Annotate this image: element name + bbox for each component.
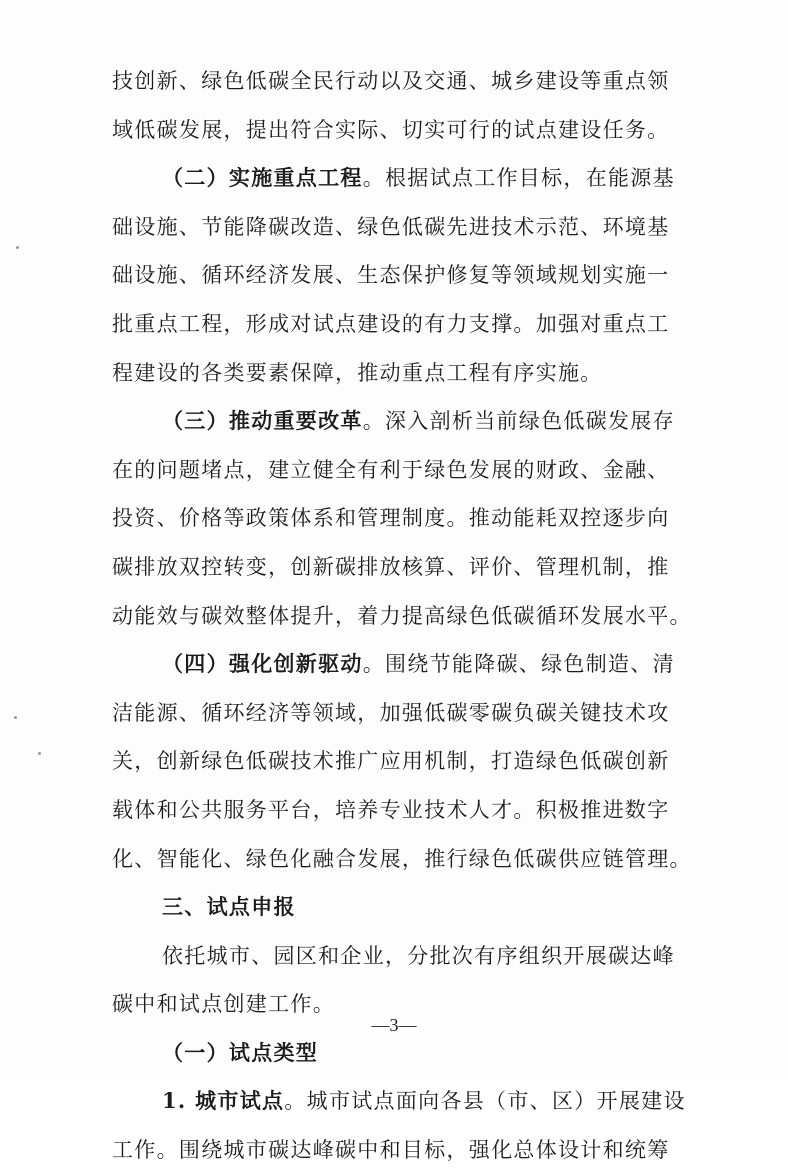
subsection-heading: （二）实施重点工程 bbox=[162, 166, 363, 191]
body-text: 动能效与碳效整体提升，着力提高绿色低碳循环发展水平。 bbox=[112, 603, 692, 628]
body-text: 础设施、节能降碳改造、绿色低碳先进技术示范、环境基 bbox=[112, 214, 670, 239]
body-text: 。城市试点面向各县（市、区）开展建设 bbox=[284, 1089, 686, 1114]
body-text: 碳中和试点创建工作。 bbox=[112, 992, 335, 1017]
text-line bbox=[112, 1077, 702, 1126]
body-text: 在的问题堵点，建立健全有利于绿色发展的财政、金融、 bbox=[112, 457, 670, 482]
text-line bbox=[112, 592, 702, 641]
text-line bbox=[112, 446, 702, 495]
text-line bbox=[112, 154, 702, 203]
body-text: 技创新、绿色低碳全民行动以及交通、城乡建设等重点领 bbox=[112, 69, 670, 93]
subsection-heading: （四）强化创新驱动 bbox=[162, 652, 363, 677]
text-line bbox=[112, 349, 702, 398]
subsection-heading: 1. 城市试点 bbox=[162, 1088, 285, 1114]
body-text: 洁能源、循环经济等领域，加强低碳零碳负碳关键技术攻 bbox=[112, 700, 670, 725]
text-line bbox=[112, 1029, 702, 1078]
text-line bbox=[112, 689, 702, 738]
subsection-heading: （三）推动重要改革 bbox=[162, 409, 363, 434]
section-heading: 三、试点申报 bbox=[162, 895, 296, 920]
page-number: —3— bbox=[371, 1015, 417, 1035]
body-text: 批重点工程，形成对试点建设的有力支撑。加强对重点工 bbox=[112, 311, 670, 336]
body-text: 投资、价格等政策体系和管理制度。推动能耗双控逐步向 bbox=[112, 506, 670, 531]
text-line bbox=[112, 397, 702, 446]
body-text: 工作。围绕城市碳达峰碳中和目标，强化总体设计和统筹 bbox=[112, 1138, 670, 1163]
body-text: 载体和公共服务平台，培养专业技术人才。积极推进数字 bbox=[112, 797, 670, 822]
subsection-heading: （一）试点类型 bbox=[162, 1040, 319, 1065]
text-line bbox=[112, 57, 702, 106]
body-text: 础设施、循环经济发展、生态保护修复等领域规划实施一 bbox=[112, 263, 670, 288]
text-line bbox=[112, 251, 702, 300]
body-text: 域低碳发展，提出符合实际、切实可行的试点建设任务。 bbox=[112, 117, 670, 142]
body-text: 程建设的各类要素保障，推动重点工程有序实施。 bbox=[112, 360, 603, 385]
text-line bbox=[112, 737, 702, 786]
text-line bbox=[112, 883, 702, 932]
body-text: 碳排放双控转变，创新碳排放核算、评价、管理机制，推 bbox=[112, 554, 670, 579]
body-text: 。围绕节能降碳、绿色制造、清 bbox=[362, 652, 675, 677]
text-line bbox=[112, 1126, 702, 1175]
text-line bbox=[112, 494, 702, 543]
text-line bbox=[112, 640, 702, 689]
text-line bbox=[112, 786, 702, 835]
body-text: 。深入剖析当前绿色低碳发展存 bbox=[362, 409, 675, 434]
text-line bbox=[112, 203, 702, 252]
text-line bbox=[112, 300, 702, 349]
text-line bbox=[112, 932, 702, 981]
text-line bbox=[112, 543, 702, 592]
scan-speck bbox=[16, 246, 19, 249]
scan-speck bbox=[38, 752, 41, 755]
body-text: 化、智能化、绿色化融合发展，推行绿色低碳供应链管理。 bbox=[112, 846, 692, 871]
document-body bbox=[112, 57, 702, 1175]
body-text: 。根据试点工作目标，在能源基 bbox=[362, 166, 675, 191]
body-text: 关，创新绿色低碳技术推广应用机制，打造绿色低碳创新 bbox=[112, 749, 670, 774]
body-text: 依托城市、园区和企业，分批次有序组织开展碳达峰 bbox=[162, 943, 675, 968]
scan-speck bbox=[14, 716, 17, 719]
text-line bbox=[112, 835, 702, 884]
text-line bbox=[112, 106, 702, 155]
